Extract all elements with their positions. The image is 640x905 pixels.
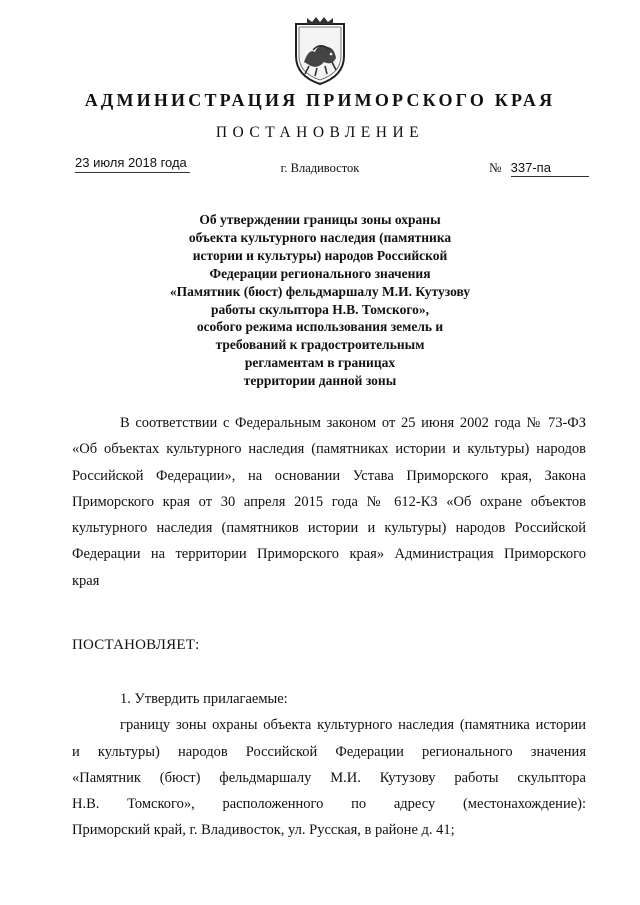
subject-line: Федерации регионального значения bbox=[209, 265, 431, 281]
subject-line: истории и культуры) народов Российской bbox=[192, 247, 448, 263]
preamble-paragraph bbox=[72, 410, 586, 594]
item-line: 1. Утвердить прилагаемые: bbox=[120, 691, 288, 707]
item-line: Приморский край, г. Владивосток, ул. Русская, в районе д. 41; bbox=[72, 822, 455, 839]
item-1-paragraph bbox=[72, 686, 586, 844]
subject-line: особого режима использования земель и bbox=[196, 319, 444, 335]
preamble-line: края bbox=[72, 572, 100, 589]
coat-of-arms-icon bbox=[291, 14, 349, 86]
item-line: границу зоны охраны объекта культурного наследия (памятника истории bbox=[120, 717, 586, 734]
resolve-heading: ПОСТАНОВЛЯЕТ: bbox=[72, 637, 200, 653]
subject-line: требований к градостроительным bbox=[215, 337, 425, 353]
document-date: 23 июля 2018 года bbox=[75, 155, 190, 173]
preamble-line: Приморского края от 30 апреля 2015 года № 612-КЗ «Об охране объектов bbox=[72, 493, 586, 510]
subject-line: регламентам в границах bbox=[244, 355, 396, 371]
document-city: г. Владивосток bbox=[280, 161, 360, 175]
subject-line: объекта культурного наследия (памятника bbox=[188, 229, 452, 245]
preamble-line: культурного наследия (памятников истории и культуры) народов Российской bbox=[72, 520, 586, 537]
preamble-line: Российской Федерации», на основании Устава Приморского края, Закона bbox=[72, 467, 586, 484]
subject-line: «Памятник (бюст) фельдмаршалу М.И. Кутузову bbox=[169, 283, 471, 299]
item-line: и культуры) народов Российской Федерации регионального значения bbox=[72, 743, 586, 760]
document-subject bbox=[130, 211, 510, 390]
preamble-line: Федерации на территории Приморского края» Администрация Приморского bbox=[72, 546, 586, 563]
preamble-line: В соответствии с Федеральным законом от 25 июня 2002 года № 73-ФЗ bbox=[120, 415, 586, 431]
item-line: «Памятник (бюст) фельдмаршалу М.И. Кутузову работы скульптора bbox=[72, 769, 586, 786]
item-line: Н.В. Томского», расположенного по адресу (местонахождение): bbox=[72, 796, 586, 813]
subject-line: территории данной зоны bbox=[243, 373, 397, 389]
subject-line: работы скульптора Н.В. Томского», bbox=[211, 301, 429, 317]
document-number bbox=[489, 160, 589, 177]
preamble-line: «Об объектах культурного наследия (памятниках истории и культуры) народов bbox=[72, 441, 586, 458]
organization-title: АДМИНИСТРАЦИЯ ПРИМОРСКОГО КРАЯ bbox=[84, 90, 556, 110]
number-sign: № bbox=[489, 160, 502, 175]
subject-line: Об утверждении границы зоны охраны bbox=[199, 212, 441, 227]
document-type: ПОСТАНОВЛЕНИЕ bbox=[215, 124, 425, 141]
number-value: 337-па bbox=[511, 160, 589, 177]
